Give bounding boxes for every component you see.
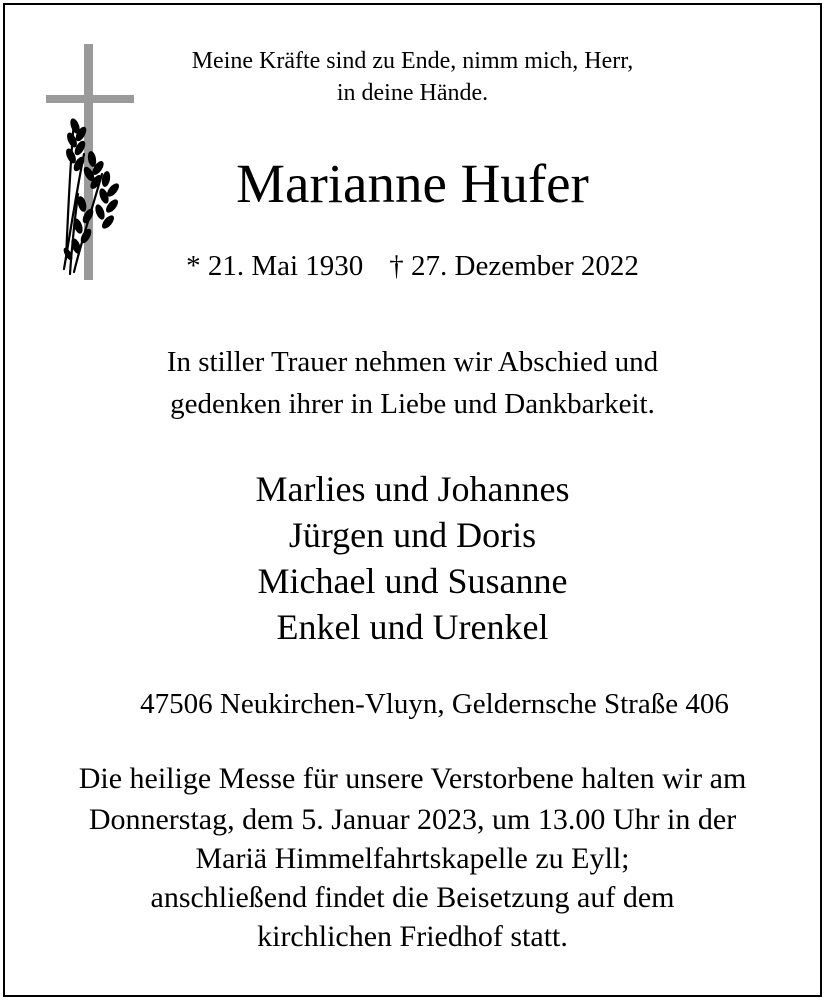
life-dates (0, 250, 825, 283)
mass-notice-line-5: kirchlichen Friedhof statt. (257, 920, 568, 953)
birth-date: * 21. Mai 1930 (186, 250, 364, 282)
mass-notice-line-4: anschließend findet die Beisetzung auf dem (150, 881, 675, 914)
mass-notice-line-3: Mariä Himmelfahrtskapelle zu Eyll; (195, 842, 630, 875)
mass-notice-line-1: Die heilige Messe für unsere Verstorbene halten wir am (78, 762, 747, 795)
mourning-line-1: In stiller Trauer nehmen wir Abschied und (166, 346, 659, 378)
family-member: Jürgen und Doris (288, 515, 537, 555)
death-date: † 27. Dezember 2022 (389, 250, 639, 282)
motto-line-2: in deine Hände. (336, 80, 489, 106)
deceased-name: Marianne Hufer (236, 153, 589, 214)
family-member: Michael und Susanne (257, 561, 568, 601)
mourning-line-2: gedenken ihrer in Liebe und Dankbarkeit. (170, 388, 655, 420)
address: 47506 Neukirchen-Vluyn, Geldernsche Straße 406 (140, 688, 729, 720)
motto-line-1: Meine Kräfte sind zu Ende, nimm mich, Herr, (191, 48, 634, 74)
mass-notice-line-2: Donnerstag, dem 5. Januar 2023, um 13.00 Uhr in der (88, 803, 737, 836)
family-member: Enkel und Urenkel (276, 607, 549, 647)
family-member: Marlies und Johannes (255, 469, 570, 509)
